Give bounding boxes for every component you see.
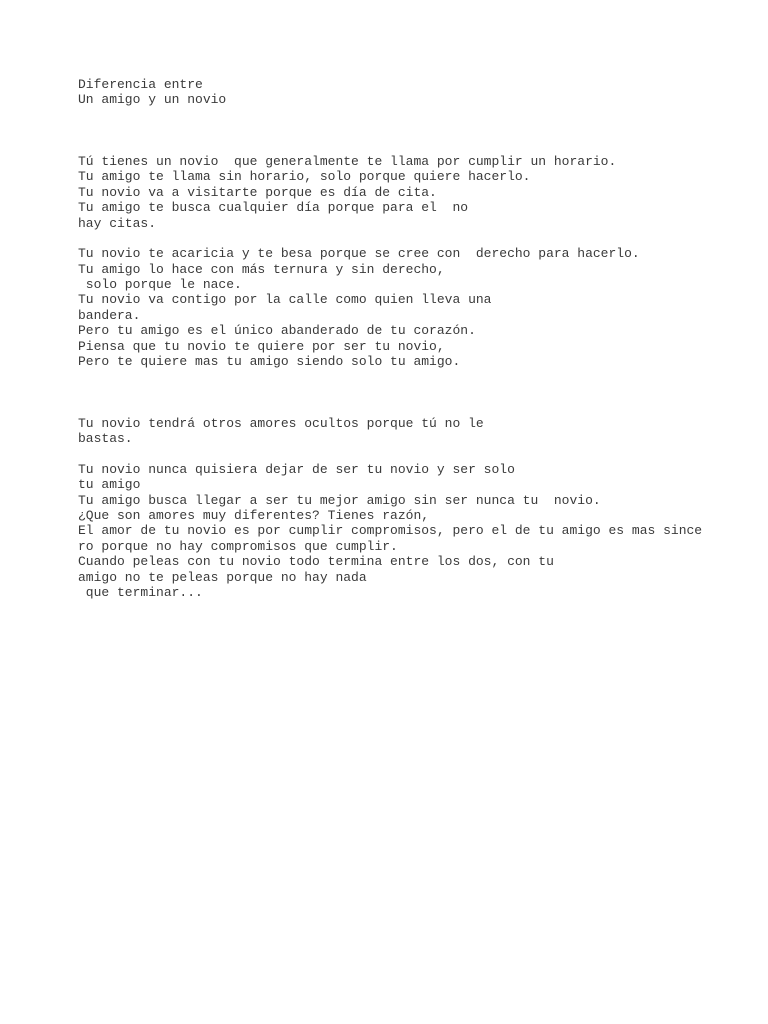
spacer bbox=[78, 446, 758, 461]
text-line: bandera. bbox=[78, 307, 141, 323]
text-line: Tu amigo lo hace con más ternura y sin derecho, bbox=[78, 261, 445, 277]
text-line: Tu amigo te busca cualquier día porque para el no bbox=[78, 200, 469, 216]
text-line: que terminar... bbox=[78, 584, 203, 600]
spacer bbox=[78, 139, 758, 154]
text-line: tu amigo bbox=[78, 477, 141, 493]
text-line: El amor de tu novio es por cumplir compromisos, pero el de tu amigo es mas since bbox=[78, 523, 703, 539]
spacer bbox=[78, 231, 758, 246]
text-line: Tu novio nunca quisiera dejar de ser tu novio y ser solo bbox=[78, 461, 515, 477]
text-line: solo porque le nace. bbox=[78, 277, 242, 293]
text-line: amigo no te peleas porque no hay nada bbox=[78, 569, 367, 585]
text-line: Pero te quiere mas tu amigo siendo solo tu amigo. bbox=[78, 354, 461, 370]
spacer bbox=[78, 369, 758, 400]
text-line: Cuando peleas con tu novio todo termina entre los dos, con tu bbox=[78, 554, 554, 570]
paragraph bbox=[78, 246, 758, 369]
document-title bbox=[78, 77, 758, 108]
paragraph bbox=[78, 154, 758, 231]
paragraph bbox=[78, 416, 758, 447]
text-line: Tu novio te acaricia y te besa porque se cree con derecho para hacerlo. bbox=[78, 246, 640, 262]
title-line: Diferencia entre bbox=[78, 77, 203, 92]
text-line: Piensa que tu novio te quiere por ser tu novio, bbox=[78, 338, 445, 354]
paragraph bbox=[78, 462, 758, 601]
text-line: Tu novio va a visitarte porque es día de cita. bbox=[78, 184, 437, 200]
text-line: Tu novio tendrá otros amores ocultos porque tú no le bbox=[78, 415, 484, 431]
document-body bbox=[78, 77, 758, 600]
spacer bbox=[78, 400, 758, 415]
text-line: Pero tu amigo es el único abanderado de tu corazón. bbox=[78, 323, 476, 339]
text-line: Tú tienes un novio que generalmente te llama por cumplir un horario. bbox=[78, 153, 617, 169]
title-line: Un amigo y un novio bbox=[78, 92, 227, 108]
spacer bbox=[78, 108, 758, 139]
text-line: bastas. bbox=[78, 431, 133, 447]
text-line: Tu novio va contigo por la calle como quien lleva una bbox=[78, 292, 492, 308]
text-line: Tu amigo te llama sin horario, solo porque quiere hacerlo. bbox=[78, 169, 531, 185]
text-line: ¿Que son amores muy diferentes? Tienes razón, bbox=[78, 507, 430, 523]
text-line: hay citas. bbox=[78, 215, 157, 231]
text-line: Tu amigo busca llegar a ser tu mejor amigo sin ser nunca tu novio. bbox=[78, 492, 601, 508]
text-line: ro porque no hay compromisos que cumplir. bbox=[78, 538, 398, 554]
